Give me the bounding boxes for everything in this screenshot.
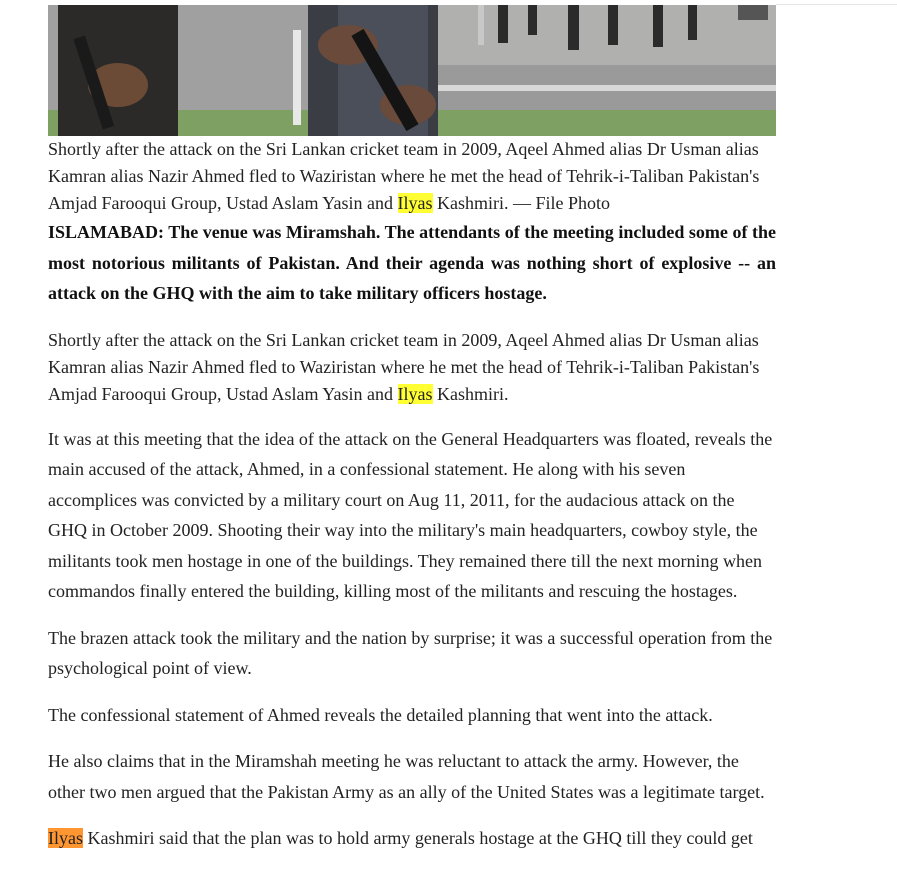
article-paragraph: The brazen attack took the military and the nation by surprise; it was a successful operation from the psychological point of view. — [48, 627, 773, 678]
search-highlight: Ilyas — [397, 193, 433, 213]
militants-photo-icon — [48, 5, 776, 136]
search-highlight: Ilyas — [397, 383, 433, 404]
article-lead: ISLAMABAD: The venue was Miramshah. The attendants of the meeting included some of the most notorious militants of Pakistan. And their agenda was nothing short of explosive -- an attack on the GHQ with the aim to take military officers hostage. — [48, 222, 776, 303]
article-paragraph: Ilyas Kashmiri said that the plan was to hold army generals hostage at the GHQ till they could get — [48, 828, 753, 848]
article-paragraph: It was at this meeting that the idea of the attack on the General Headquarters was floated, reveals the main accused of the attack, Ahmed, in a confessional statement. He along with his seven accomplices was convicted by a military court on Aug 11, 2011, for the audacious attack on the GHQ in October 2009. Shooting their way into the military's main headquarters, cowboy style, the militants took men hostage in one of the buildings. They remained there till the next morning when commandos finally entered the building, killing most of the militants and rescuing the hostages. — [48, 428, 773, 601]
article-body — [48, 136, 776, 870]
header-divider — [776, 4, 897, 5]
article-photo — [48, 5, 776, 136]
photo-caption: Shortly after the attack on the Sri Lankan cricket team in 2009, Aqeel Ahmed alias Dr Usman alias Kamran alias Nazir Ahmed fled to Waziristan where he met the head of Tehrik-i-Taliban Pakistan's Amjad Farooqui Group, Ustad Aslam Yasin and Ilyas Kashmiri. — File Photo — [48, 139, 760, 213]
article-paragraph: He also claims that in the Miramshah meeting he was reluctant to attack the army. However, the other two men argued that the Pakistan Army as an ally of the United States was a legitimate target. — [48, 751, 765, 802]
article-paragraph: Shortly after the attack on the Sri Lankan cricket team in 2009, Aqeel Ahmed alias Dr Usman alias Kamran alias Nazir Ahmed fled to Waziristan where he met the head of Tehrik-i-Taliban Pakistan's Amjad Farooqui Group, Ustad Aslam Yasin and Ilyas Kashmiri. — [48, 329, 760, 404]
search-highlight-active: Ilyas — [48, 828, 83, 848]
article-paragraph: The confessional statement of Ahmed reveals the detailed planning that went into the attack. — [48, 704, 713, 725]
